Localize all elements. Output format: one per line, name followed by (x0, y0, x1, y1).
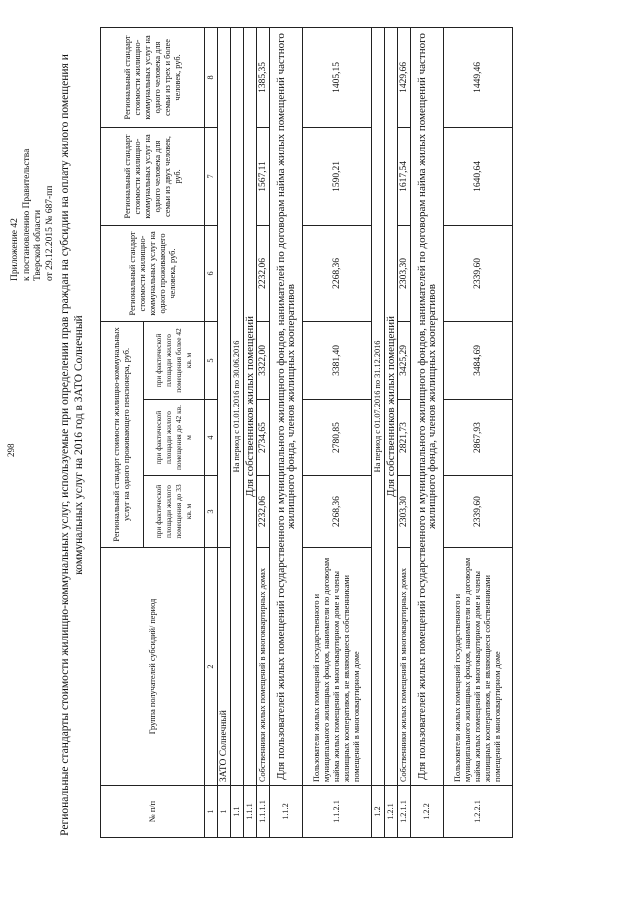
row-label: Пользователи жилых помещений государственного и муниципального жилищных фондов, наниматели по договорам найма жилых помещений в многоквартирном доме и члены жилищных кооперативов, не являющиеся собственниками помещений в многоквартирном доме (303, 548, 372, 786)
header-row (101, 27, 144, 837)
section-label: Для пользователей жилых помещений государственного и муниципального жилищного фондов, нанимателей по договорам найма жилых помещений частного жилищного фонда, членов жилищных кооперативов (270, 27, 303, 785)
row-num: 1.1 (231, 786, 244, 838)
table-row (398, 27, 411, 837)
row-num: 1.2.1.1 (398, 786, 411, 838)
value-cell: 2303,30 (398, 476, 411, 548)
empty-cell (218, 27, 231, 547)
header-col6: Региональный стандарт стоимости жилищно-коммунальных услуг на одного проживающего человека, руб. (101, 225, 205, 321)
colnum: 7 (205, 127, 218, 225)
value-cell: 2734,65 (257, 400, 270, 476)
table-row (218, 27, 231, 837)
appendix-header (10, 51, 56, 281)
row-num: 1.2 (372, 786, 385, 838)
row-label: Собственники жилых помещений в многоквартирных домах (398, 548, 411, 786)
row-num: 1.1.2.1 (303, 786, 372, 838)
table-row (231, 27, 244, 837)
standards-table (100, 27, 513, 838)
value-cell: 1590,21 (303, 127, 372, 225)
header-col7: Региональный стандарт стоимости жилищно-коммунальных услуг на одного человека для семьи из двух человек, руб. (101, 127, 205, 225)
period-label: На период с 01.07.2016 по 31.12.2016 (372, 27, 385, 785)
value-cell: 2232,06 (257, 476, 270, 548)
row-label: Пользователи жилых помещений государственного и муниципального жилищных фондов, наниматели по договорам найма жилых помещений в многоквартирном доме и члены жилищных кооперативов, не являющиеся собственниками помещений в многоквартирном доме (444, 548, 513, 786)
colnum: 3 (205, 476, 218, 548)
table-row (244, 27, 257, 837)
header-sub2: при фактической площади жилого помещения до 42 кв. м (144, 400, 205, 476)
section-label: Для пользователей жилых помещений государственного и муниципального жилищного фондов, нанимателей по договорам найма жилых помещений частного жилищного фонда, членов жилищных кооперативов (411, 27, 444, 785)
row-num: 1 (218, 786, 231, 838)
header-pensioner-group: Региональный стандарт стоимости жилищно-коммунальных услуг на одного проживающего пенсионера, руб. (101, 321, 144, 547)
value-cell: 2339,60 (444, 225, 513, 321)
row-label: Собственники жилых помещений в многоквартирных домах (257, 548, 270, 786)
appendix-line: к постановлению Правительства (21, 148, 32, 281)
colnum: 1 (205, 786, 218, 838)
section-label: Для собственников жилых помещений (244, 27, 257, 785)
page-number: 298 (6, 443, 16, 457)
value-cell: 2232,06 (257, 225, 270, 321)
colnum: 2 (205, 548, 218, 786)
colnum: 6 (205, 225, 218, 321)
table-row (444, 27, 513, 837)
table-row (385, 27, 398, 837)
value-cell: 2780,85 (303, 400, 372, 476)
row-num: 1.2.1 (385, 786, 398, 838)
value-cell: 1405,15 (303, 27, 372, 127)
appendix-line: Приложение 42 (10, 218, 20, 281)
value-cell: 1640,64 (444, 127, 513, 225)
table-row (270, 27, 303, 837)
value-cell: 1385,35 (257, 27, 270, 127)
table-row (303, 27, 372, 837)
row-num: 1.1.1.1 (257, 786, 270, 838)
appendix-line: Тверской области (33, 209, 43, 281)
value-cell: 3322,00 (257, 321, 270, 399)
colnum: 5 (205, 321, 218, 399)
period-label: На период с 01.01.2016 по 30.06.2016 (231, 27, 244, 785)
header-group: Группа получателей субсидий/ период (101, 548, 205, 786)
value-cell: 2268,36 (303, 476, 372, 548)
appendix-line: от 29.12.2015 № 687-пп (44, 185, 55, 281)
value-cell: 2303,30 (398, 225, 411, 321)
value-cell: 2339,60 (444, 476, 513, 548)
header-sub1: при фактической площади жилого помещения до 33 кв. м (144, 476, 205, 548)
value-cell: 1567,11 (257, 127, 270, 225)
colnum: 8 (205, 27, 218, 127)
value-cell: 2268,36 (303, 225, 372, 321)
table-row (411, 27, 444, 837)
value-cell: 1617,54 (398, 127, 411, 225)
row-num: 1.2.2 (411, 786, 444, 838)
row-num: 1.1.1 (244, 786, 257, 838)
header-num: № п/п (101, 786, 205, 838)
value-cell: 1429,66 (398, 27, 411, 127)
section-label: Для собственников жилых помещений (385, 27, 398, 785)
value-cell: 3425,29 (398, 321, 411, 399)
colnum: 4 (205, 400, 218, 476)
document-title: Региональные стандарты стоимости жилищно-коммунальных услуг, используемые при определении прав граждан на субсидии на оплату жилого помещения и коммунальных услуг на 2016 год в ЗАТО Солнечный (59, 54, 85, 836)
column-numbers-row (205, 27, 218, 837)
row-num: 1.1.2 (270, 786, 303, 838)
table-row (257, 27, 270, 837)
table-row (372, 27, 385, 837)
value-cell: 2821,73 (398, 400, 411, 476)
row-num: 1.2.2.1 (444, 786, 513, 838)
value-cell: 3381,40 (303, 321, 372, 399)
header-sub3: при фактической площади жилого помещения более 42 кв. м (144, 321, 205, 399)
row-label: ЗАТО Солнечный (218, 548, 231, 786)
value-cell: 2867,93 (444, 400, 513, 476)
header-col8: Региональный стандарт стоимости жилищно-коммунальных услуг на одного человека для семьи из трех и более человек, руб. (101, 27, 205, 127)
value-cell: 3484,69 (444, 321, 513, 399)
value-cell: 1449,46 (444, 27, 513, 127)
